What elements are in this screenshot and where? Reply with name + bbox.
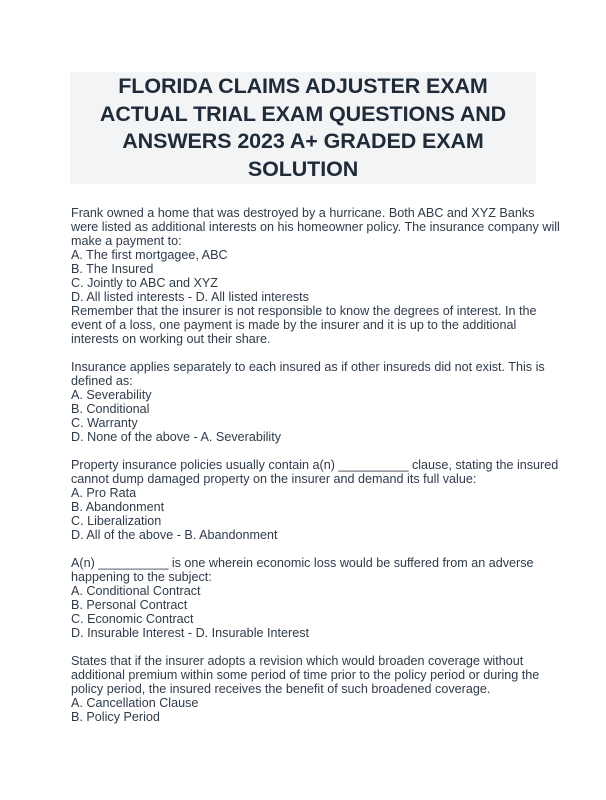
question-block-5 [71, 654, 541, 724]
question-block-3 [71, 458, 559, 542]
text-line: cannot dump damaged property on the insurer and demand its full value: [71, 472, 477, 486]
answer-option: B. Personal Contract [71, 598, 188, 612]
answer-option: D. All of the above - B. Abandonment [71, 528, 278, 542]
answer-option: D. All listed interests - D. All listed interests [71, 290, 309, 304]
answer-option: A. The first mortgagee, ABC [71, 248, 228, 262]
answer-option: C. Jointly to ABC and XYZ [71, 276, 218, 290]
question-block-4 [71, 556, 541, 640]
answer-option: A. Pro Rata [71, 486, 137, 500]
text-line: happening to the subject: [71, 570, 212, 584]
answer-option: A. Cancellation Clause [71, 696, 199, 710]
text-line: make a payment to: [71, 234, 182, 248]
answer-option: B. Policy Period [71, 710, 160, 724]
answer-option: D. None of the above - A. Severability [71, 430, 282, 444]
explanation-line: interests on working out their share. [71, 332, 271, 346]
text-line: States that if the insurer adopts a revision which would broaden coverage without [71, 654, 524, 668]
answer-option: A. Severability [71, 388, 152, 402]
answer-option: C. Economic Contract [71, 612, 194, 626]
explanation-line: Remember that the insurer is not responsible to know the degrees of interest. In the [71, 304, 537, 318]
text-line: defined as: [71, 374, 133, 388]
answer-option: B. Conditional [71, 402, 150, 416]
explanation-line: event of a loss, one payment is made by the insurer and it is up to the additional [71, 318, 517, 332]
text-line: Property insurance policies usually contain a(n) __________ clause, stating the insured [71, 458, 559, 472]
question-list [71, 206, 560, 738]
text-line: Frank owned a home that was destroyed by a hurricane. Both ABC and XYZ Banks [71, 206, 535, 220]
question-block-2 [71, 360, 545, 444]
document-title [70, 73, 536, 183]
answer-option: B. The Insured [71, 262, 154, 276]
text-line: A(n) __________ is one wherein economic loss would be suffered from an adverse [71, 556, 534, 570]
answer-option: C. Liberalization [71, 514, 162, 528]
text-line: policy period, the insured receives the benefit of such broadened coverage. [71, 682, 491, 696]
title-line: SOLUTION [247, 156, 359, 181]
answer-option: C. Warranty [71, 416, 138, 430]
title-line: ACTUAL TRIAL EXAM QUESTIONS AND [99, 101, 507, 126]
answer-option: B. Abandonment [71, 500, 165, 514]
text-line: Insurance applies separately to each insured as if other insureds did not exist. This is [71, 360, 545, 374]
text-line: additional premium within some period of time prior to the policy period or during the [71, 668, 540, 682]
text-line: were listed as additional interests on his homeowner policy. The insurance company will [71, 220, 560, 234]
answer-option: D. Insurable Interest - D. Insurable Interest [71, 626, 309, 640]
answer-option: A. Conditional Contract [71, 584, 201, 598]
title-line: ANSWERS 2023 A+ GRADED EXAM [122, 129, 484, 153]
title-line: FLORIDA CLAIMS ADJUSTER EXAM [118, 74, 488, 98]
title-banner [70, 72, 536, 184]
question-block-1 [71, 206, 560, 346]
